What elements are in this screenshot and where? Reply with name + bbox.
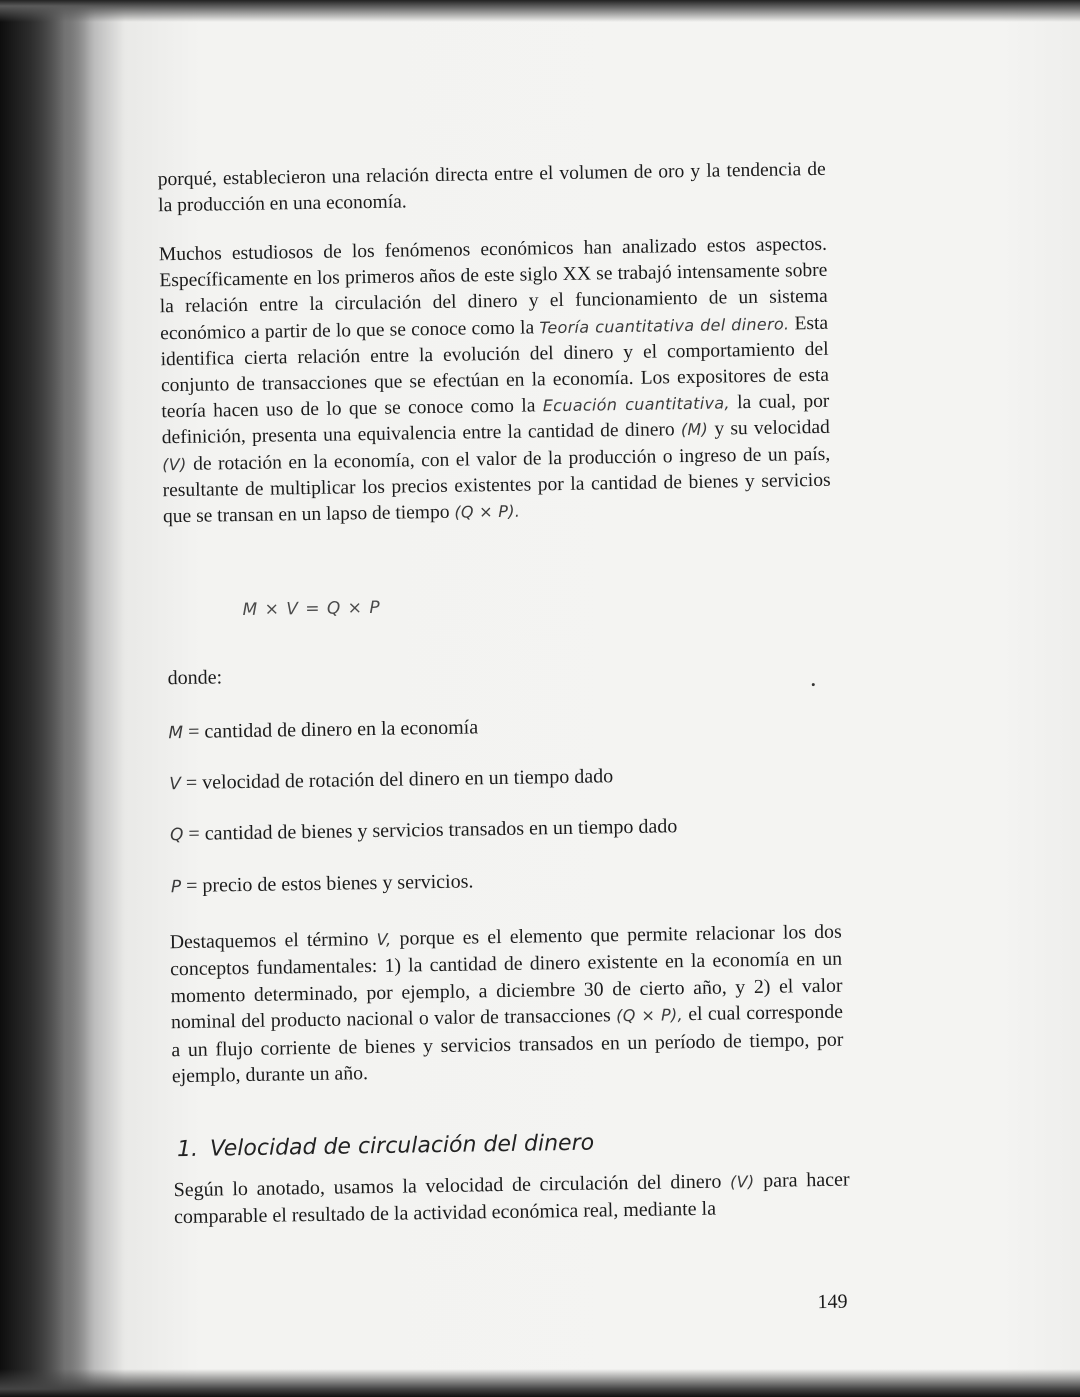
text-segment: porque es el elemento que permite relacionar los dos conceptos fundamentales: 1) la cantidad de dinero existente en la economía en un momento determinado, por ejemplo, a diciembre 30 de cierto año, y 2) el valor nominal del producto nacional o valor de transacciones [170, 920, 843, 1034]
definition-text: = precio de estos bienes y servicios. [180, 870, 474, 898]
definition-symbol: Q [169, 824, 184, 846]
variable-v: V, [376, 929, 392, 949]
paragraph-intro-text: porqué, establecieron una relación directa entre el volumen de oro y la tendencia de la producción en una economía. [157, 158, 826, 217]
definition-text: = velocidad de rotación del dinero en un tiempo dado [180, 765, 614, 795]
top-edge-shadow [0, 0, 1080, 22]
definition-symbol: M [168, 722, 184, 744]
paragraph-quantity-theory [159, 232, 831, 531]
binding-shadow [0, 0, 90, 1397]
quantity-equation: M × V = Q × P [242, 597, 381, 621]
variable-qp: (Q × P). [454, 501, 521, 522]
definition-q [170, 815, 678, 846]
paragraph-velocity-section [173, 1167, 850, 1232]
page-speck [812, 683, 815, 686]
text-segment: Esta identifica cierta relación entre la evolución del dinero y el comportamiento del conjunto de transacciones que se efectúan en la economía. Los expositores de esta teoría hacen uso de lo que se conoce como la [160, 312, 830, 423]
text-segment: de rotación en la economía, con el valor de la producción o ingreso de un país, resultante de multiplicar los precios existentes por la cantidad de bienes y servicios que se transan en un lapso de tiempo [162, 443, 831, 528]
definition-m [168, 716, 478, 744]
definition-text: = cantidad de bienes y servicios transados en un tiempo dado [183, 815, 678, 845]
section-heading [177, 1131, 594, 1163]
variable-qp: (Q × P), [616, 1005, 684, 1026]
definition-symbol: P [170, 877, 182, 898]
section-title: Velocidad de circulación del dinero [209, 1130, 595, 1162]
section-number: 1. [176, 1136, 199, 1163]
text-segment: el cual corresponde a un flujo corriente de bienes y servicios transados en un período de tiempo, por ejemplo, durante un año. [171, 1000, 844, 1088]
paragraph-velocity-term [170, 919, 844, 1090]
definition-p [171, 870, 474, 898]
variable-m: (M) [680, 420, 709, 440]
paragraph-intro [158, 157, 827, 220]
page-number: 149 [817, 1290, 848, 1314]
term-teoria-cuantitativa: Teoría cuantitativa del dinero. [539, 314, 790, 337]
term-ecuacion-cuantitativa: Ecuación cuantitativa, [542, 393, 730, 416]
text-segment: la cual, por definición, presenta una equivalencia entre la cantidad de dinero [161, 391, 830, 449]
definition-text: = cantidad de dinero en la economía [182, 716, 479, 743]
text-segment: Destaquemos el término [169, 927, 377, 954]
text-segment: para hacer comparable el resultado de la actividad económica real, mediante la [173, 1168, 850, 1229]
text-segment: Muchos estudiosos de los fenómenos económicos han analizado estos aspectos. Específicamente en los primeros años de este siglo XX se trabajó intensamente sobre la relación entre la circulación del dinero y el funcionamiento de un sistema económico a partir de lo que se conoce como la [158, 233, 828, 344]
bottom-edge-shadow [0, 1369, 1080, 1397]
variable-v: (V) [162, 454, 187, 474]
donde-label: donde: [167, 666, 223, 690]
text-segment: y su velocidad [707, 417, 830, 441]
variable-v: (V) [729, 1172, 755, 1192]
definition-v [169, 765, 613, 795]
text-segment: Según lo anotado, usamos la velocidad de circulación del dinero [173, 1170, 731, 1202]
definition-symbol: V [169, 774, 182, 795]
